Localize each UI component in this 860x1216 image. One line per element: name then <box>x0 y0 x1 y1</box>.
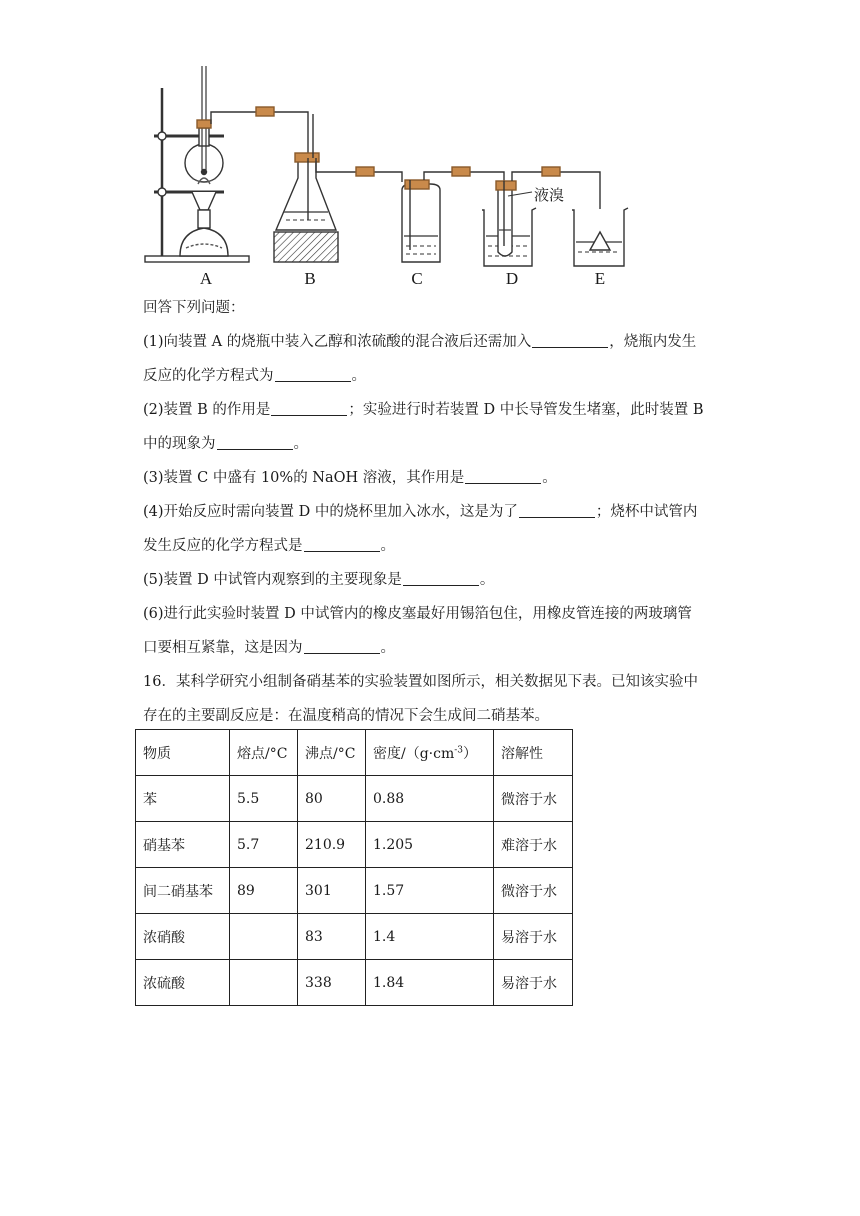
header-melting-point: 熔点/°C <box>230 730 298 776</box>
answer-blank[interactable] <box>271 414 347 416</box>
problem16-line1: 16．某科学研究小组制备硝基苯的实验装置如图所示，相关数据见下表。已知该实验中 <box>143 674 698 690</box>
answer-blank[interactable] <box>465 482 541 484</box>
label-e: E <box>594 269 606 288</box>
table-cell: 301 <box>298 868 366 914</box>
q1-line1: (1)向装置 A 的烧瓶中装入乙醇和浓硫酸的混合液后还需加入 ，烧瓶内发生 <box>143 334 697 350</box>
apparatus-e <box>572 208 628 266</box>
q6-line1: (6)进行此实验时装置 D 中试管内的橡皮塞最好用锡箔包住，用橡皮管连接的两玻璃管 <box>143 606 692 622</box>
label-c: C <box>411 269 423 288</box>
answer-blank[interactable] <box>519 516 595 518</box>
table-cell: 83 <box>298 914 366 960</box>
table-cell: 1.84 <box>366 960 494 1006</box>
q4-line2: 发生反应的化学方程式是 。 <box>143 538 395 554</box>
header-substance: 物质 <box>136 730 230 776</box>
intro-text: 回答下列问题： <box>143 300 245 316</box>
apparatus-b <box>274 114 402 262</box>
q1-line2: 反应的化学方程式为 。 <box>143 368 366 384</box>
table-row <box>136 960 573 1006</box>
q6-line2: 口要相互紧靠，这是因为 。 <box>143 640 395 656</box>
table-cell: 210.9 <box>298 822 366 868</box>
table-cell: 80 <box>298 776 366 822</box>
table-row <box>136 822 573 868</box>
problem16-line2: 存在的主要副反应是：在温度稍高的情况下会生成间二硝基苯。 <box>143 708 549 724</box>
table-cell: 5.7 <box>230 822 298 868</box>
table-cell: 5.5 <box>230 776 298 822</box>
table-cell: 0.88 <box>366 776 494 822</box>
table-cell: 浓硫酸 <box>136 960 230 1006</box>
properties-table <box>135 729 573 1006</box>
q3-line1: (3)装置 C 中盛有 10%的 NaOH 溶液，其作用是 。 <box>143 470 557 486</box>
table-cell: 89 <box>230 868 298 914</box>
answer-blank[interactable] <box>532 346 608 348</box>
label-b: B <box>304 269 316 288</box>
label-d: D <box>505 269 519 288</box>
header-density: 密度$/(g\cdot cm^{-3})$ <box>366 730 494 776</box>
table-cell: 338 <box>298 960 366 1006</box>
label-a: A <box>199 269 213 288</box>
table-cell: 浓硝酸 <box>136 914 230 960</box>
q5-line1: (5)装置 D 中试管内观察到的主要现象是 。 <box>143 572 495 588</box>
table-cell: 微溶于水 <box>494 868 573 914</box>
q2-line2: 中的现象为 。 <box>143 436 308 452</box>
table-cell <box>230 960 298 1006</box>
table-cell: 1.205 <box>366 822 494 868</box>
table-cell <box>230 914 298 960</box>
table-header-row <box>136 730 573 776</box>
table-cell: 间二硝基苯 <box>136 868 230 914</box>
answer-blank[interactable] <box>304 550 380 552</box>
table-row <box>136 776 573 822</box>
q2-line1: (2)装置 B 的作用是 ；实验进行时若装置 D 中长导管发生堵塞，此时装置 B <box>143 402 704 418</box>
q4-line1: (4)开始反应时需向装置 D 中的烧杯里加入冰水，这是为了 ；烧杯中试管内 <box>143 504 698 520</box>
answer-blank[interactable] <box>304 652 380 654</box>
questions-block <box>143 291 723 733</box>
header-solubility: 溶解性 <box>494 730 573 776</box>
answer-blank[interactable] <box>403 584 479 586</box>
table-row <box>136 868 573 914</box>
table-cell: 1.57 <box>366 868 494 914</box>
table-cell: 微溶于水 <box>494 776 573 822</box>
apparatus-figure <box>140 60 640 292</box>
bromine-label: 液溴 <box>534 186 565 204</box>
table-cell: 苯 <box>136 776 230 822</box>
answer-blank[interactable] <box>275 380 351 382</box>
header-boiling-point: 沸点/°C <box>298 730 366 776</box>
table-cell: 1.4 <box>366 914 494 960</box>
table-cell: 难溶于水 <box>494 822 573 868</box>
table-cell: 硝基苯 <box>136 822 230 868</box>
answer-blank[interactable] <box>217 448 293 450</box>
table-cell: 易溶于水 <box>494 960 573 1006</box>
table-row <box>136 914 573 960</box>
table-cell: 易溶于水 <box>494 914 573 960</box>
